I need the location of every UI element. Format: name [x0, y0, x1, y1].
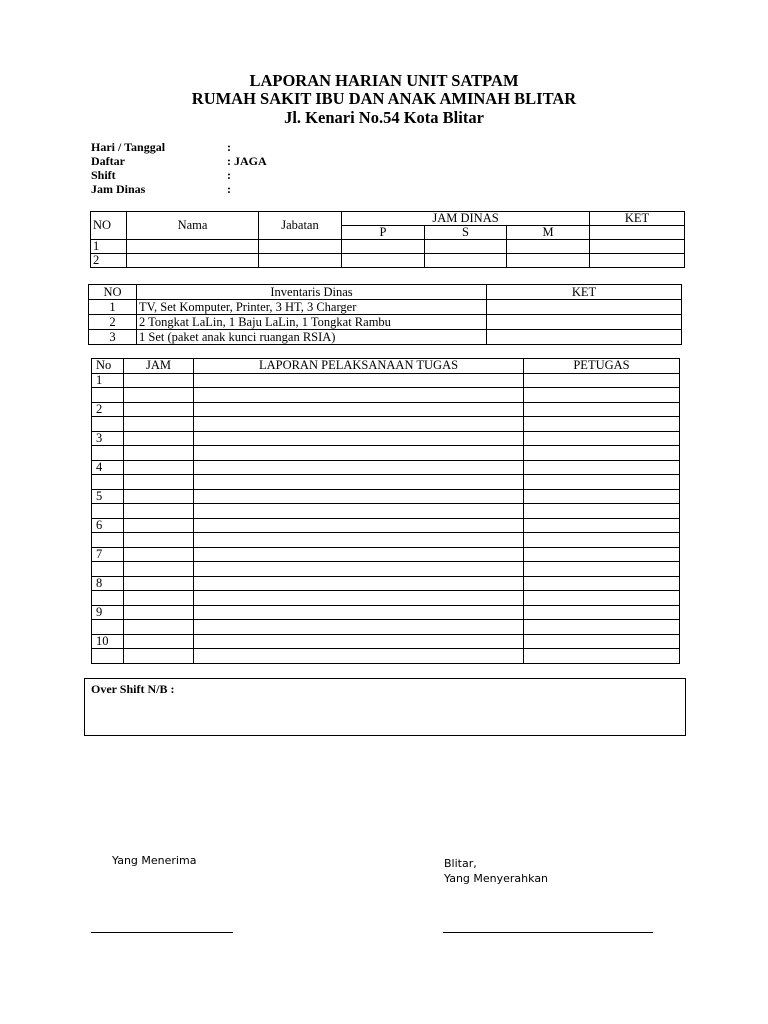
- table-row: [92, 576, 680, 591]
- table-cell: [524, 475, 680, 490]
- table-cell: [92, 446, 124, 461]
- table-row: [92, 649, 680, 664]
- table-cell: [124, 547, 194, 562]
- col-header-no: No: [92, 359, 124, 374]
- table-cell: [127, 254, 259, 268]
- table-row: [91, 240, 685, 254]
- table-cell: [590, 254, 685, 268]
- over-shift-box[interactable]: [84, 678, 686, 736]
- table-cell: [194, 547, 524, 562]
- col-header-no: NO: [91, 212, 127, 240]
- table-cell: [194, 460, 524, 475]
- table-cell: [524, 576, 680, 591]
- table-cell: [194, 620, 524, 635]
- table-cell: [124, 634, 194, 649]
- col-header-m: M: [507, 226, 590, 240]
- table-cell: [425, 254, 507, 268]
- table-cell: [92, 591, 124, 606]
- table-row: [92, 620, 680, 635]
- table-cell: [92, 504, 124, 519]
- row-number: 1: [92, 373, 124, 388]
- table-cell: [194, 431, 524, 446]
- row-number: 3: [92, 431, 124, 446]
- table-cell: [524, 562, 680, 577]
- table-cell: [92, 562, 124, 577]
- col-header-jam: JAM: [124, 359, 194, 374]
- table-cell: [92, 417, 124, 432]
- col-header-laporan: LAPORAN PELAKSANAAN TUGAS: [194, 359, 524, 374]
- table-row: [89, 315, 682, 330]
- col-header-no: NO: [89, 285, 137, 300]
- table-cell: [127, 240, 259, 254]
- giver-label: Yang Menyerahkan: [444, 872, 549, 885]
- row-number: 7: [92, 547, 124, 562]
- table-cell: [194, 591, 524, 606]
- col-header-nama: Nama: [127, 212, 259, 240]
- row-number: 9: [92, 605, 124, 620]
- table-cell: [124, 562, 194, 577]
- receiver-signature-line: [91, 932, 233, 933]
- inventory-table: [88, 284, 682, 345]
- row-number: 1: [89, 300, 137, 315]
- table-cell: [124, 417, 194, 432]
- table-row: [92, 475, 680, 490]
- table-cell: [194, 373, 524, 388]
- table-cell: [124, 475, 194, 490]
- table-cell: [194, 388, 524, 403]
- table-cell: [124, 620, 194, 635]
- table-cell: [124, 576, 194, 591]
- table-cell: [194, 649, 524, 664]
- row-number: 1: [91, 240, 127, 254]
- table-cell: [194, 518, 524, 533]
- table-cell: [194, 504, 524, 519]
- table-cell: [507, 254, 590, 268]
- table-row: [92, 533, 680, 548]
- table-cell: [92, 533, 124, 548]
- table-cell: [524, 489, 680, 504]
- table-cell: [194, 402, 524, 417]
- col-header-jam-dinas: JAM DINAS: [342, 212, 590, 226]
- table-row: [92, 373, 680, 388]
- table-row: [92, 402, 680, 417]
- hospital-address: Jl. Kenari No.54 Kota Blitar: [284, 108, 484, 127]
- table-row: [91, 254, 685, 268]
- table-row: [92, 518, 680, 533]
- info-label: Daftar: [91, 154, 125, 168]
- table-cell: [124, 402, 194, 417]
- col-header-p: P: [342, 226, 425, 240]
- table-row: [92, 417, 680, 432]
- table-row: [92, 591, 680, 606]
- receiver-label: Yang Menerima: [112, 854, 197, 867]
- table-cell: [124, 504, 194, 519]
- table-cell: [524, 649, 680, 664]
- col-header-petugas: PETUGAS: [524, 359, 680, 374]
- table-cell: [259, 254, 342, 268]
- table-cell: [92, 649, 124, 664]
- inventory-item: TV, Set Komputer, Printer, 3 HT, 3 Charger: [137, 300, 487, 315]
- col-header-ket: KET: [487, 285, 682, 300]
- table-cell: [507, 240, 590, 254]
- info-value: :: [227, 140, 231, 154]
- info-label: Jam Dinas: [91, 182, 146, 196]
- table-row: [89, 330, 682, 345]
- table-cell: [124, 388, 194, 403]
- info-label: Hari / Tanggal: [91, 140, 166, 154]
- table-cell: [124, 431, 194, 446]
- table-row: [92, 431, 680, 446]
- table-cell: [524, 620, 680, 635]
- table-cell: [194, 475, 524, 490]
- table-cell: [124, 460, 194, 475]
- table-cell: [524, 417, 680, 432]
- table-cell: [194, 533, 524, 548]
- table-cell: [487, 300, 682, 315]
- table-cell: [524, 388, 680, 403]
- table-cell: [92, 475, 124, 490]
- inventory-item: 2 Tongkat LaLin, 1 Baju LaLin, 1 Tongkat Rambu: [137, 315, 487, 330]
- row-number: 6: [92, 518, 124, 533]
- report-title: LAPORAN HARIAN UNIT SATPAM: [249, 71, 519, 90]
- row-number: 10: [92, 634, 124, 649]
- info-value: :: [227, 168, 231, 182]
- row-number: 3: [89, 330, 137, 345]
- table-cell: [92, 620, 124, 635]
- table-cell: [124, 446, 194, 461]
- col-header-s: S: [425, 226, 507, 240]
- table-cell: [194, 634, 524, 649]
- table-row: [92, 446, 680, 461]
- row-number: 8: [92, 576, 124, 591]
- table-cell: [124, 605, 194, 620]
- table-cell: [590, 240, 685, 254]
- table-cell: [194, 446, 524, 461]
- table-cell: [124, 533, 194, 548]
- col-header-ket: KET: [590, 212, 685, 226]
- table-cell: [194, 576, 524, 591]
- table-row: [92, 489, 680, 504]
- row-number: 2: [91, 254, 127, 268]
- table-cell: [524, 634, 680, 649]
- city-label: Blitar,: [444, 857, 477, 870]
- table-cell: [124, 518, 194, 533]
- table-cell: [259, 240, 342, 254]
- info-label: Shift: [91, 168, 116, 182]
- table-cell: [524, 373, 680, 388]
- table-cell: [524, 446, 680, 461]
- table-cell: [124, 591, 194, 606]
- table-cell: [524, 431, 680, 446]
- giver-signature-line: [443, 932, 653, 933]
- table-cell: [342, 254, 425, 268]
- table-cell: [487, 330, 682, 345]
- info-value: : JAGA: [227, 154, 267, 168]
- table-cell: [194, 489, 524, 504]
- table-row: [92, 562, 680, 577]
- report-table: [91, 358, 680, 664]
- table-cell: [524, 504, 680, 519]
- table-cell: [487, 315, 682, 330]
- inventory-item: 1 Set (paket anak kunci ruangan RSIA): [137, 330, 487, 345]
- table-cell: [524, 591, 680, 606]
- info-value: :: [227, 182, 231, 196]
- table-cell: [194, 562, 524, 577]
- table-row: [92, 634, 680, 649]
- table-cell: [342, 240, 425, 254]
- table-cell: [524, 518, 680, 533]
- table-cell: [124, 373, 194, 388]
- table-cell: [524, 533, 680, 548]
- table-cell: [194, 605, 524, 620]
- row-number: 2: [92, 402, 124, 417]
- table-row: [92, 605, 680, 620]
- table-row: [89, 300, 682, 315]
- table-cell: [124, 489, 194, 504]
- table-cell: [194, 417, 524, 432]
- table-cell: [425, 240, 507, 254]
- table-cell: [524, 402, 680, 417]
- row-number: 5: [92, 489, 124, 504]
- table-cell: [124, 649, 194, 664]
- table-row: [92, 504, 680, 519]
- over-shift-label: Over Shift N/B :: [91, 682, 175, 696]
- col-header-jabatan: Jabatan: [259, 212, 342, 240]
- hospital-name: RUMAH SAKIT IBU DAN ANAK AMINAH BLITAR: [191, 89, 577, 108]
- row-number: 4: [92, 460, 124, 475]
- table-row: [92, 547, 680, 562]
- staff-table: [90, 211, 685, 268]
- table-cell: [524, 460, 680, 475]
- table-cell: [590, 226, 685, 240]
- col-header-inventaris: Inventaris Dinas: [137, 285, 487, 300]
- row-number: 2: [89, 315, 137, 330]
- table-row: [92, 388, 680, 403]
- table-cell: [92, 388, 124, 403]
- table-cell: [524, 605, 680, 620]
- table-cell: [524, 547, 680, 562]
- table-row: [92, 460, 680, 475]
